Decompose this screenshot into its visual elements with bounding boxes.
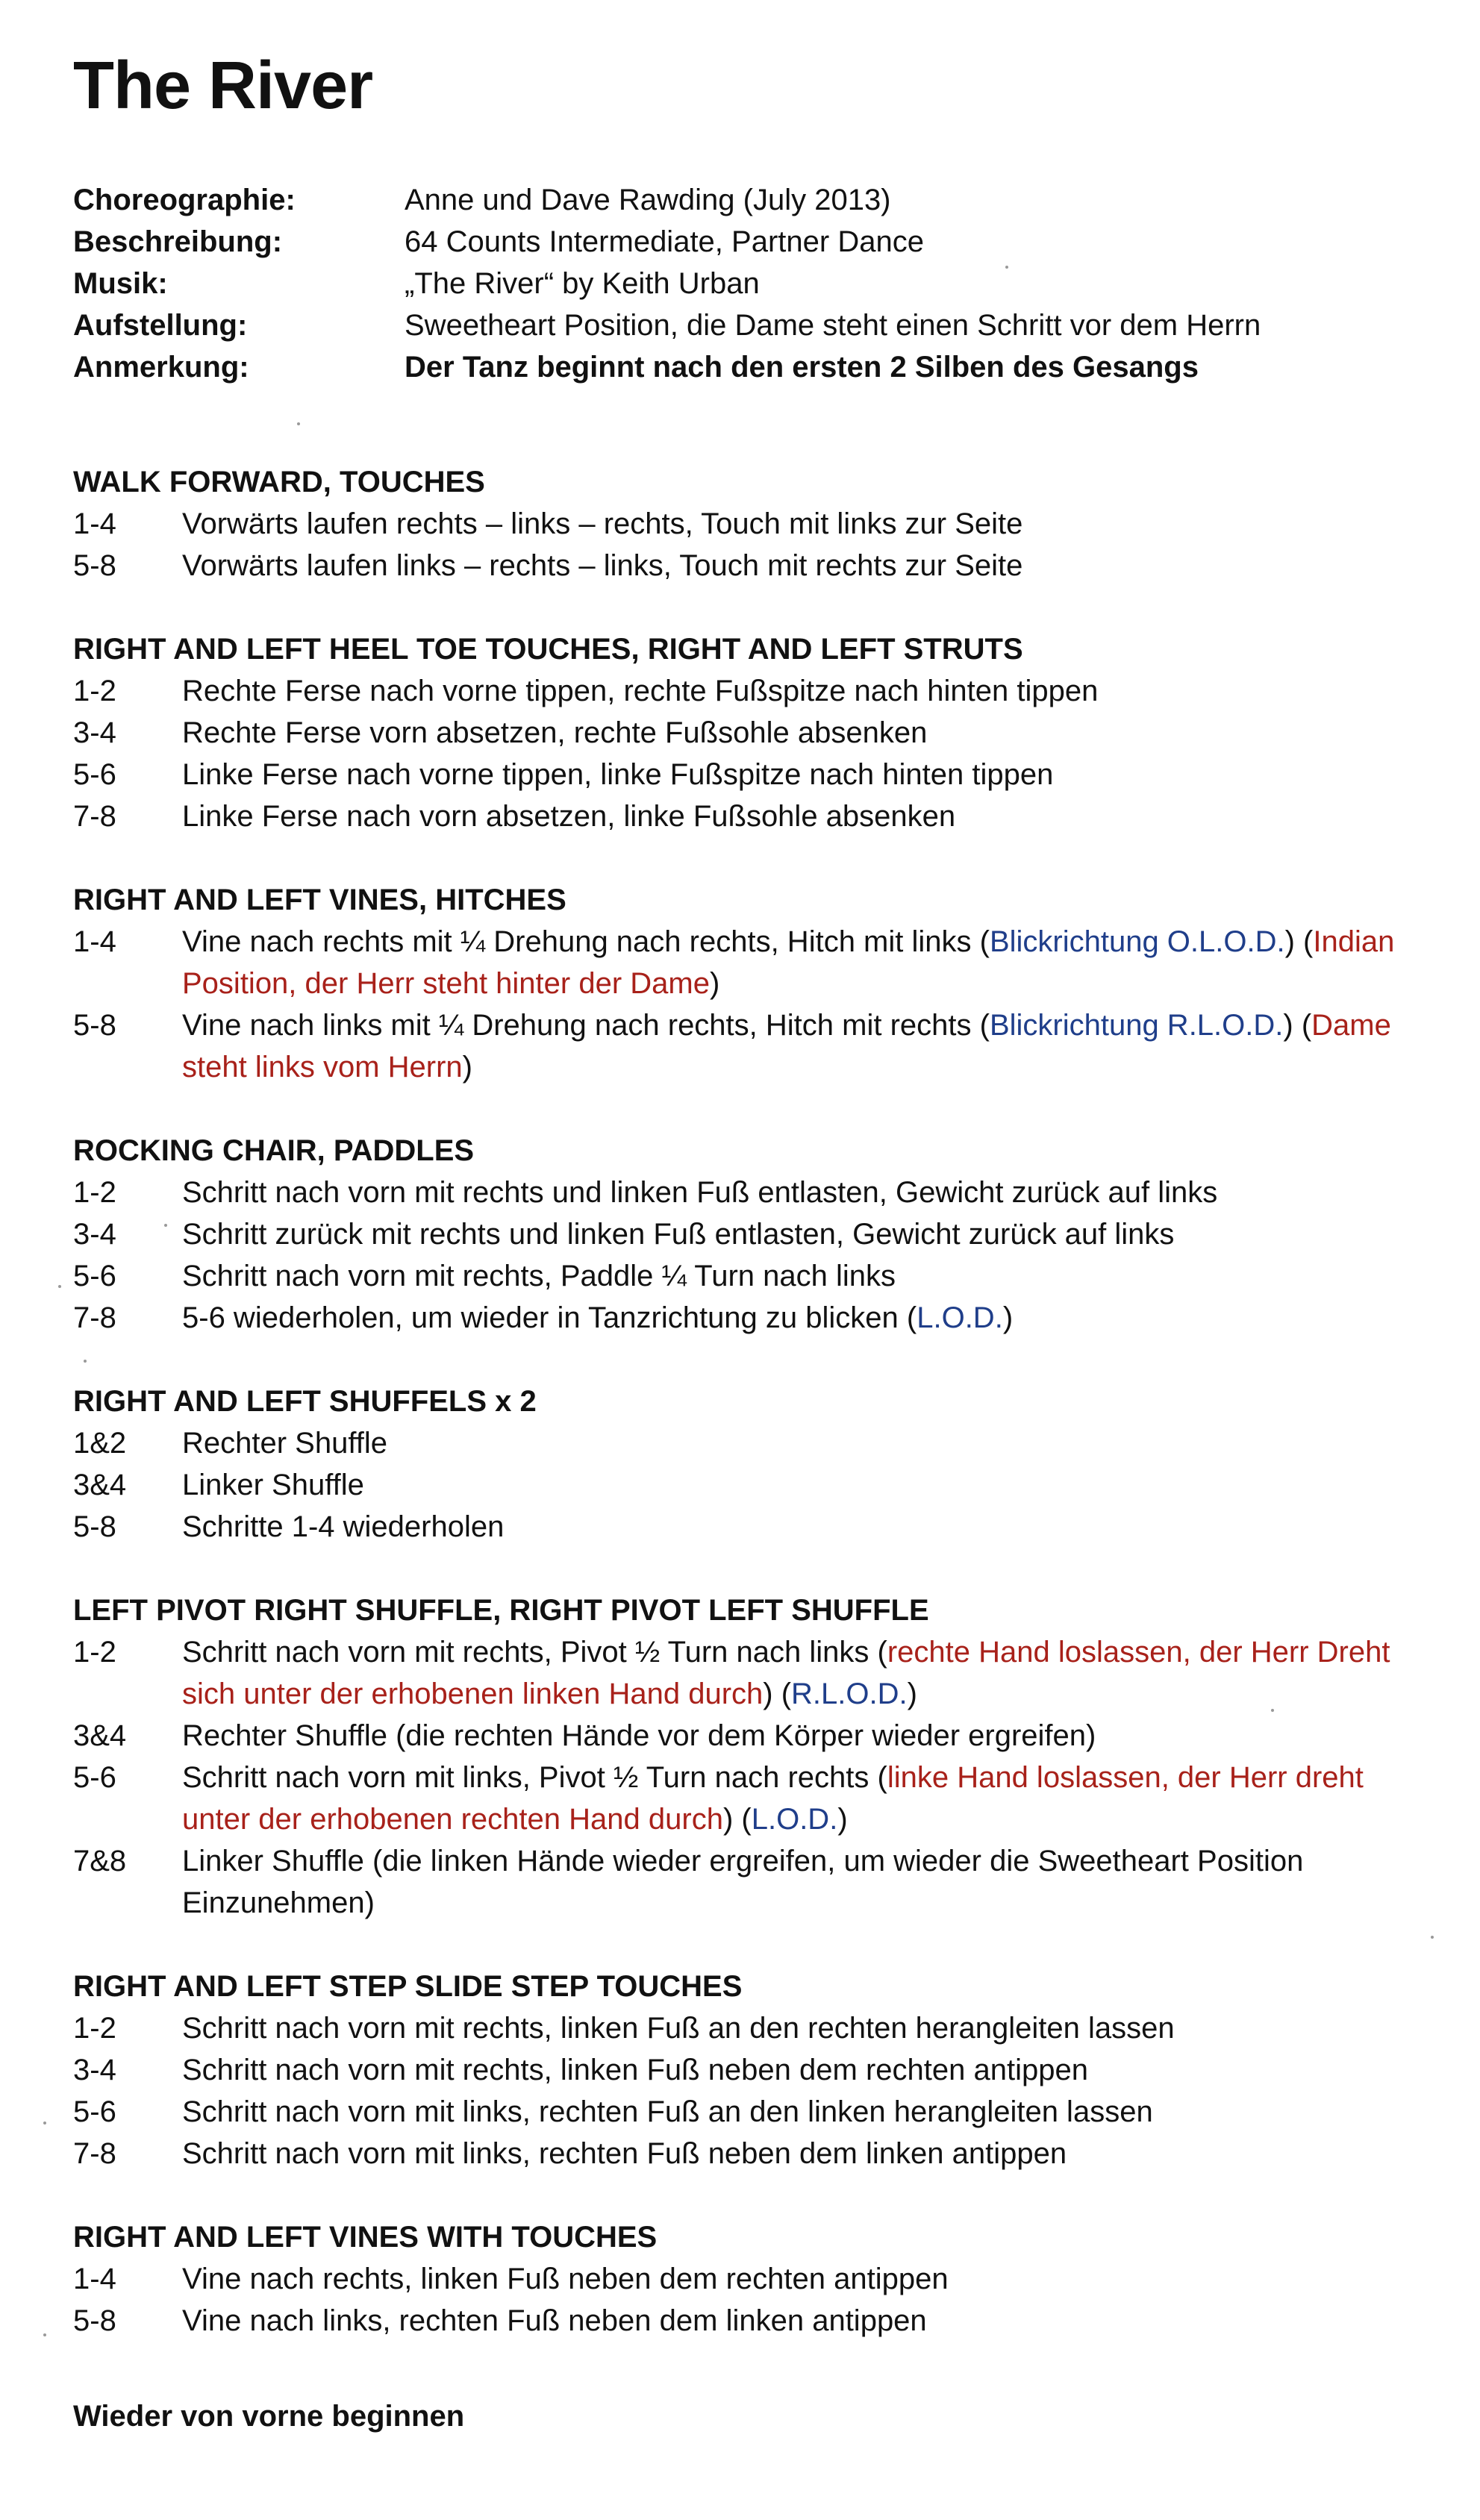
step-text: ) ( bbox=[722, 1803, 752, 1836]
step-row bbox=[73, 1715, 1439, 1757]
section-title: LEFT PIVOT RIGHT SHUFFLE, RIGHT PIVOT LEFT SHUFFLE bbox=[73, 1594, 929, 1627]
step-text: ) bbox=[462, 1051, 472, 1084]
step-description bbox=[182, 503, 1439, 545]
step-description bbox=[182, 2133, 1439, 2174]
step-row bbox=[73, 754, 1439, 795]
step-description bbox=[182, 2007, 1439, 2049]
info-label: Beschreibung: bbox=[73, 225, 283, 258]
info-label: Aufstellung: bbox=[73, 308, 248, 342]
step-description bbox=[182, 712, 1439, 754]
step-row bbox=[73, 2258, 1439, 2300]
step-text: Rechte Ferse vorn absetzen, rechte Fußsohle absenken bbox=[182, 716, 928, 749]
partner-note: Indian Position, der Herr steht hinter der Dame bbox=[182, 925, 1395, 1000]
step-description bbox=[182, 1297, 1439, 1339]
step-text: Schritt nach vorn mit rechts, linken Fuß an den rechten herangleiten lassen bbox=[182, 2012, 1175, 2045]
step-description bbox=[182, 1715, 1439, 1757]
step-section bbox=[73, 2216, 1439, 2342]
step-text: ) ( bbox=[1284, 925, 1314, 958]
step-count: 5-6 bbox=[73, 758, 116, 791]
step-count: 3&4 bbox=[73, 1719, 127, 1752]
info-value: Der Tanz beginnt nach den ersten 2 Silben des Gesangs bbox=[405, 350, 1199, 384]
step-description bbox=[182, 1757, 1439, 1840]
step-row bbox=[73, 2007, 1439, 2049]
step-text: Vine nach rechts mit ¼ Drehung nach rechts, Hitch mit links ( bbox=[182, 925, 990, 958]
dance-info-block bbox=[73, 179, 1431, 388]
info-value: „The River“ by Keith Urban bbox=[405, 266, 760, 300]
step-text: Linke Ferse nach vorn absetzen, linke Fußsohle absenken bbox=[182, 800, 956, 833]
step-row bbox=[73, 1840, 1439, 1924]
step-description bbox=[182, 2049, 1439, 2091]
step-count: 7-8 bbox=[73, 2137, 116, 2170]
step-description bbox=[182, 545, 1439, 587]
step-row bbox=[73, 712, 1439, 754]
step-description bbox=[182, 1255, 1439, 1297]
step-description bbox=[182, 921, 1439, 1004]
step-row bbox=[73, 670, 1439, 712]
info-label: Musik: bbox=[73, 266, 168, 300]
step-description bbox=[182, 1840, 1439, 1924]
footer-note: Wieder von vorne beginnen bbox=[73, 2400, 465, 2433]
step-count: 5-6 bbox=[73, 2095, 116, 2128]
step-section bbox=[73, 628, 1439, 837]
step-description bbox=[182, 754, 1439, 795]
info-row bbox=[73, 221, 1431, 263]
step-text: Schritt nach vorn mit rechts, Paddle ¼ Turn nach links bbox=[182, 1260, 896, 1292]
step-count: 5-8 bbox=[73, 1510, 116, 1543]
step-section bbox=[73, 1589, 1439, 1924]
step-description bbox=[182, 1464, 1439, 1506]
step-text: Vorwärts laufen links – rechts – links, Touch mit rechts zur Seite bbox=[182, 549, 1023, 582]
info-label: Anmerkung: bbox=[73, 350, 249, 384]
step-text: Rechter Shuffle (die rechten Hände vor dem Körper wieder ergreifen) bbox=[182, 1719, 1096, 1752]
step-count: 5-8 bbox=[73, 549, 116, 582]
step-section bbox=[73, 1966, 1439, 2174]
partner-note: Dame steht links vom Herrn bbox=[182, 1009, 1391, 1084]
step-description bbox=[182, 2258, 1439, 2300]
step-row bbox=[73, 1631, 1439, 1715]
partner-note: linke Hand loslassen, der Herr dreht unter der erhobenen rechten Hand durch bbox=[182, 1761, 1364, 1836]
info-value: Sweetheart Position, die Dame steht einen Schritt vor dem Herrn bbox=[405, 308, 1261, 342]
step-row bbox=[73, 1004, 1439, 1088]
step-description bbox=[182, 1172, 1439, 1213]
step-description bbox=[182, 670, 1439, 712]
step-row bbox=[73, 1464, 1439, 1506]
direction-note: Blickrichtung R.L.O.D. bbox=[989, 1009, 1284, 1042]
step-count: 5-8 bbox=[73, 1009, 116, 1042]
step-row bbox=[73, 2300, 1439, 2342]
step-text: Schritt nach vorn mit links, rechten Fuß neben dem linken antippen bbox=[182, 2137, 1067, 2170]
step-row bbox=[73, 1255, 1439, 1297]
step-count: 3&4 bbox=[73, 1469, 127, 1501]
info-row bbox=[73, 304, 1431, 346]
direction-note: Blickrichtung O.L.O.D. bbox=[989, 925, 1285, 958]
step-row bbox=[73, 1172, 1439, 1213]
step-sections bbox=[73, 461, 1439, 2383]
step-text: Rechte Ferse nach vorne tippen, rechte Fußspitze nach hinten tippen bbox=[182, 675, 1099, 707]
step-count: 1-2 bbox=[73, 2012, 116, 2045]
step-row bbox=[73, 795, 1439, 837]
step-row bbox=[73, 1213, 1439, 1255]
direction-note: L.O.D. bbox=[917, 1301, 1003, 1334]
section-title: RIGHT AND LEFT HEEL TOE TOUCHES, RIGHT AND LEFT STRUTS bbox=[73, 633, 1023, 666]
step-count: 3-4 bbox=[73, 2054, 116, 2086]
step-count: 1-2 bbox=[73, 675, 116, 707]
step-row bbox=[73, 2049, 1439, 2091]
info-value: Anne und Dave Rawding (July 2013) bbox=[405, 183, 891, 216]
step-text: Schritt zurück mit rechts und linken Fuß entlasten, Gewicht zurück auf links bbox=[182, 1218, 1175, 1251]
step-section bbox=[73, 879, 1439, 1088]
step-text: Schritt nach vorn mit links, rechten Fuß an den linken herangleiten lassen bbox=[182, 2095, 1153, 2128]
step-text: Rechter Shuffle bbox=[182, 1427, 387, 1460]
step-text: ) ( bbox=[763, 1678, 792, 1710]
step-count: 5-6 bbox=[73, 1260, 116, 1292]
step-text: 5-6 wiederholen, um wieder in Tanzrichtung zu blicken ( bbox=[182, 1301, 917, 1334]
section-title: RIGHT AND LEFT STEP SLIDE STEP TOUCHES bbox=[73, 1970, 743, 2003]
step-count: 5-8 bbox=[73, 2304, 116, 2337]
step-row bbox=[73, 503, 1439, 545]
step-text: Schritt nach vorn mit rechts und linken Fuß entlasten, Gewicht zurück auf links bbox=[182, 1176, 1218, 1209]
direction-note: R.L.O.D. bbox=[791, 1678, 908, 1710]
step-row bbox=[73, 1297, 1439, 1339]
info-label: Choreographie: bbox=[73, 183, 296, 216]
section-title: RIGHT AND LEFT SHUFFELS x 2 bbox=[73, 1385, 537, 1418]
partner-note: rechte Hand loslassen, der Herr Dreht sich unter der erhobenen linken Hand durch bbox=[182, 1636, 1390, 1710]
step-section bbox=[73, 1381, 1439, 1548]
step-description bbox=[182, 1004, 1439, 1088]
step-text: Linker Shuffle bbox=[182, 1469, 364, 1501]
step-count: 1-2 bbox=[73, 1176, 116, 1209]
step-description bbox=[182, 2091, 1439, 2133]
step-text: ) ( bbox=[1283, 1009, 1312, 1042]
step-text: Vine nach links mit ¼ Drehung nach rechts, Hitch mit rechts ( bbox=[182, 1009, 990, 1042]
section-title: RIGHT AND LEFT VINES, HITCHES bbox=[73, 884, 566, 916]
step-row bbox=[73, 921, 1439, 1004]
step-text: ) bbox=[709, 967, 720, 1000]
section-title: WALK FORWARD, TOUCHES bbox=[73, 466, 485, 498]
info-value: 64 Counts Intermediate, Partner Dance bbox=[405, 225, 924, 258]
step-description bbox=[182, 1506, 1439, 1548]
step-section bbox=[73, 461, 1439, 587]
step-text: ) bbox=[907, 1678, 917, 1710]
page-title: The River bbox=[73, 49, 373, 123]
step-count: 3-4 bbox=[73, 1218, 116, 1251]
step-count: 7-8 bbox=[73, 800, 116, 833]
step-count: 3-4 bbox=[73, 716, 116, 749]
step-text: Linke Ferse nach vorne tippen, linke Fußspitze nach hinten tippen bbox=[182, 758, 1054, 791]
step-text: Schritt nach vorn mit rechts, linken Fuß neben dem rechten antippen bbox=[182, 2054, 1088, 2086]
step-count: 1-4 bbox=[73, 507, 116, 540]
step-description bbox=[182, 2300, 1439, 2342]
direction-note: L.O.D. bbox=[751, 1803, 838, 1836]
step-count: 7-8 bbox=[73, 1301, 116, 1334]
step-row bbox=[73, 545, 1439, 587]
step-count: 1-4 bbox=[73, 2263, 116, 2295]
step-count: 7&8 bbox=[73, 1845, 127, 1878]
step-row bbox=[73, 1757, 1439, 1840]
step-description bbox=[182, 1422, 1439, 1464]
step-count: 1-2 bbox=[73, 1636, 116, 1669]
step-row bbox=[73, 2133, 1439, 2174]
step-row bbox=[73, 2091, 1439, 2133]
step-text: Linker Shuffle (die linken Hände wieder ergreifen, um wieder die Sweetheart Position Einzunehmen) bbox=[182, 1845, 1304, 1919]
step-count: 1&2 bbox=[73, 1427, 127, 1460]
step-text: ) bbox=[837, 1803, 848, 1836]
step-text: Vine nach rechts, linken Fuß neben dem rechten antippen bbox=[182, 2263, 949, 2295]
step-count: 5-6 bbox=[73, 1761, 116, 1794]
step-count: 1-4 bbox=[73, 925, 116, 958]
step-text: Vine nach links, rechten Fuß neben dem linken antippen bbox=[182, 2304, 927, 2337]
step-description bbox=[182, 1213, 1439, 1255]
step-description bbox=[182, 795, 1439, 837]
info-row bbox=[73, 346, 1431, 388]
section-title: RIGHT AND LEFT VINES WITH TOUCHES bbox=[73, 2221, 658, 2254]
info-row bbox=[73, 263, 1431, 304]
step-description bbox=[182, 1631, 1439, 1715]
step-text: Schritte 1-4 wiederholen bbox=[182, 1510, 505, 1543]
step-text: ) bbox=[1002, 1301, 1014, 1334]
step-row bbox=[73, 1506, 1439, 1548]
section-title: ROCKING CHAIR, PADDLES bbox=[73, 1134, 475, 1167]
step-text: Schritt nach vorn mit rechts, Pivot ½ Turn nach links ( bbox=[182, 1636, 887, 1669]
step-text: Vorwärts laufen rechts – links – rechts, Touch mit links zur Seite bbox=[182, 507, 1023, 540]
step-text: Schritt nach vorn mit links, Pivot ½ Turn nach rechts ( bbox=[182, 1761, 887, 1794]
step-row bbox=[73, 1422, 1439, 1464]
step-section bbox=[73, 1130, 1439, 1339]
info-row bbox=[73, 179, 1431, 221]
